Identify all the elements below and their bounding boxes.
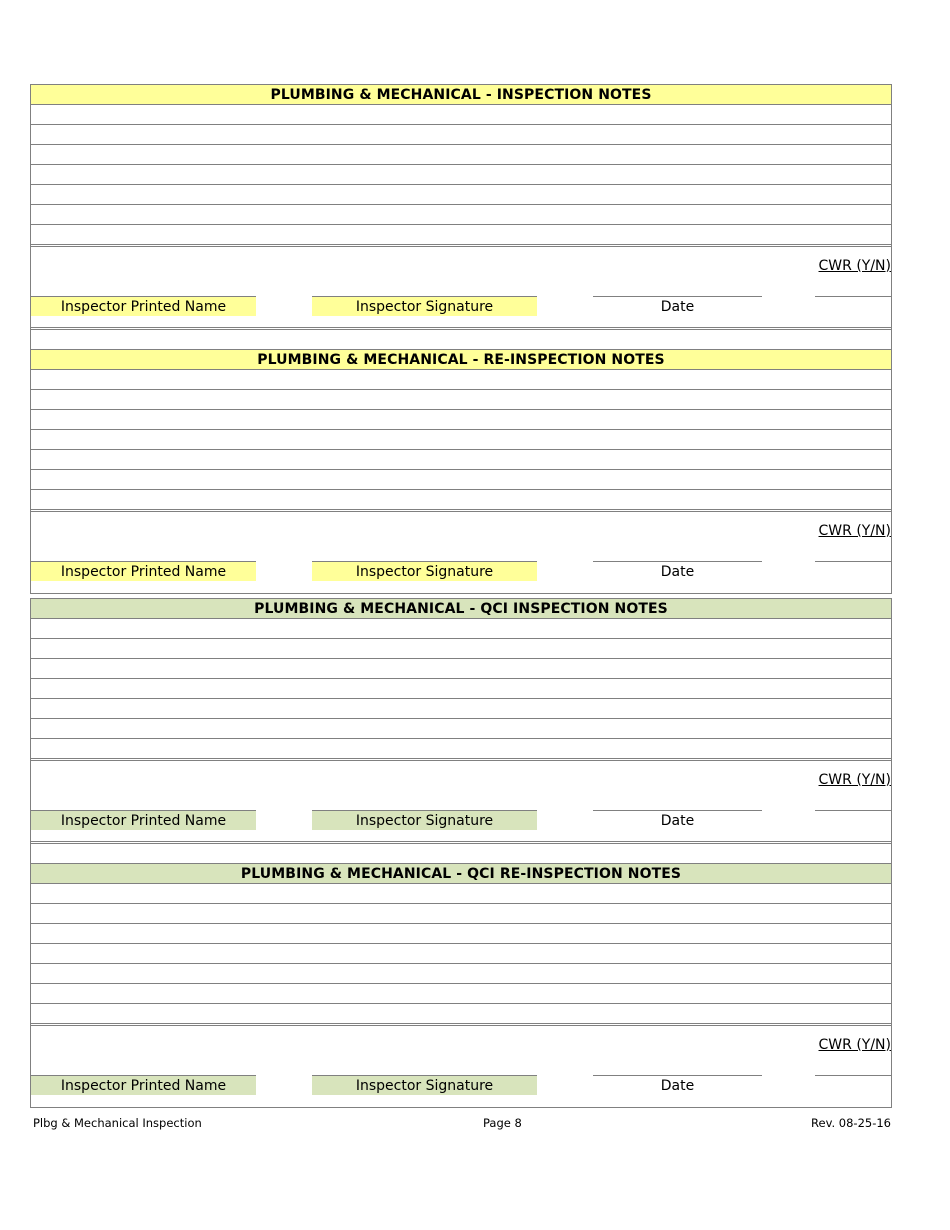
date-field[interactable]: Date (593, 810, 762, 830)
notes-line[interactable] (31, 165, 891, 185)
notes-line[interactable] (31, 984, 891, 1004)
date-field[interactable]: Date (593, 561, 762, 581)
notes-line[interactable] (31, 924, 891, 944)
cwr-field[interactable] (815, 561, 891, 562)
notes-line[interactable] (31, 105, 891, 125)
inspector-printed-name-field[interactable]: Inspector Printed Name (31, 1075, 256, 1095)
notes-line[interactable] (31, 619, 891, 639)
cwr-field[interactable] (815, 810, 891, 811)
notes-line[interactable] (31, 225, 891, 247)
notes-line[interactable] (31, 1004, 891, 1026)
cwr-label: CWR (Y/N) (818, 258, 891, 274)
date-field[interactable]: Date (593, 1075, 762, 1095)
inspection-signature-area (31, 247, 891, 330)
footer-page-number: Page 8 (483, 1116, 522, 1130)
notes-line[interactable] (31, 679, 891, 699)
notes-line[interactable] (31, 719, 891, 739)
qci-inspection-block (30, 598, 892, 1108)
notes-line[interactable] (31, 944, 891, 964)
qci-reinspection-notes-header: PLUMBING & MECHANICAL - QCI RE-INSPECTION NOTES (31, 864, 891, 884)
footer-revision: Rev. 08-25-16 (811, 1116, 891, 1130)
notes-line[interactable] (31, 410, 891, 430)
notes-line[interactable] (31, 659, 891, 679)
section-divider (31, 844, 891, 864)
cwr-label: CWR (Y/N) (818, 523, 891, 539)
footer-document-name: Plbg & Mechanical Inspection (33, 1116, 202, 1130)
inspector-signature-field[interactable]: Inspector Signature (312, 561, 537, 581)
notes-line[interactable] (31, 884, 891, 904)
notes-line[interactable] (31, 185, 891, 205)
inspection-block (30, 84, 892, 594)
notes-line[interactable] (31, 125, 891, 145)
qci-inspection-signature-area (31, 761, 891, 844)
notes-line[interactable] (31, 370, 891, 390)
inspector-signature-field[interactable]: Inspector Signature (312, 1075, 537, 1095)
notes-line[interactable] (31, 964, 891, 984)
cwr-label: CWR (Y/N) (818, 1037, 891, 1053)
cwr-field[interactable] (815, 1075, 891, 1076)
date-field[interactable]: Date (593, 296, 762, 316)
notes-line[interactable] (31, 490, 891, 512)
notes-line[interactable] (31, 205, 891, 225)
notes-line[interactable] (31, 470, 891, 490)
inspection-notes-header: PLUMBING & MECHANICAL - INSPECTION NOTES (31, 85, 891, 105)
inspector-signature-field[interactable]: Inspector Signature (312, 810, 537, 830)
notes-line[interactable] (31, 904, 891, 924)
inspector-printed-name-field[interactable]: Inspector Printed Name (31, 296, 256, 316)
qci-reinspection-signature-area (31, 1026, 891, 1107)
cwr-field[interactable] (815, 296, 891, 297)
qci-inspection-notes-header: PLUMBING & MECHANICAL - QCI INSPECTION NOTES (31, 599, 891, 619)
notes-line[interactable] (31, 699, 891, 719)
notes-line[interactable] (31, 430, 891, 450)
inspector-signature-field[interactable]: Inspector Signature (312, 296, 537, 316)
section-divider (31, 330, 891, 350)
inspector-printed-name-field[interactable]: Inspector Printed Name (31, 810, 256, 830)
notes-line[interactable] (31, 390, 891, 410)
notes-line[interactable] (31, 639, 891, 659)
cwr-label: CWR (Y/N) (818, 772, 891, 788)
notes-line[interactable] (31, 145, 891, 165)
reinspection-signature-area (31, 512, 891, 593)
reinspection-notes-header: PLUMBING & MECHANICAL - RE-INSPECTION NOTES (31, 350, 891, 370)
notes-line[interactable] (31, 450, 891, 470)
inspector-printed-name-field[interactable]: Inspector Printed Name (31, 561, 256, 581)
notes-line[interactable] (31, 739, 891, 761)
